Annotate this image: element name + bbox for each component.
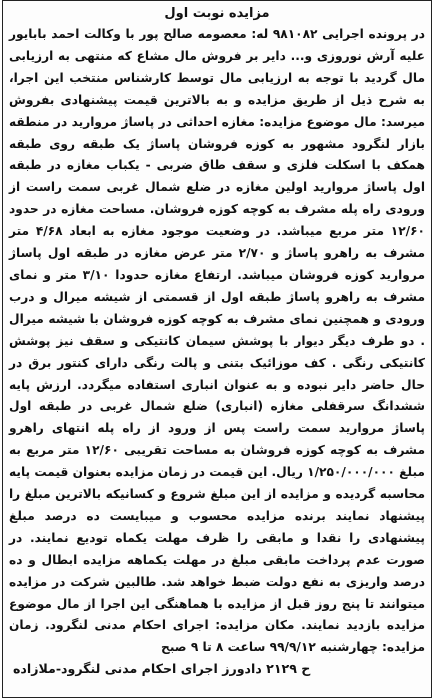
notice-body: در پرونده اجرایی ۹۸۱۰۸۲ له: معصومه صالح پور با وکالت احمد بابایور علیه آرش نوروزی و... دایر بر فروش مال مشاع که منتهی به ارزیابی مال گردید با توجه به ارزیابی مال توسط کارشناس منتخب این اجرا، به شرح ذیل از طریق مزایده و به بالاترین قیمت پیشنهادی بفروش میرسد: مال موضوع مزایده: مغازه احداثی در پاساژ مروارید در منطقه بازار لنگرود مشهور به کوزه فروشان پاساژ یک طبقه روی طبقه همکف با اسکلت فلزی و سقف طاق ضربی - یکباب مغازه در طبقه اول پاساژ مروارید اولین مغازه در ضلع شمال غربی سمت راست از ورودی راه پله مشرف به کوچه کوزه فروشان. مساحت مغازه در حدود ۱۲/۶۰ متر مربع میباشد. در وضعیت موجود مغازه به ابعاد ۴/۶۸ متر مشرف به راهرو پاساژ و ۲/۷۰ متر عرض مغازه در طبقه اول پاساژ مروارید کوزه فروشان میباشد. ارتفاع مغازه حدودا ۳/۱۰ متر و نمای مشرف به راهرو پاساژ طبقه اول از قسمتی از شیشه میرال و درب ورودی و همچنین نمای مشرف به کوچه کوزه فروشان با شیشه میرال . دو طرف دیگر دیوار با پوشش سیمان کانتیکی و سقف نیز پوشش کانتیکی رنگی . کف موزائیک بتنی و پالت رنگی دارای کنتور برق در حال حاضر دایر نبوده و به عنوان انباری استفاده میگردد. ارزش پایه ششدانگ سرقفلی مغازه (انباری) ضلع شمال غربی در طبقه اول پاساژ مروارید سمت راست پس از ورود از راه پله انتهای راهرو مشرف به کوچه کوزه فروشان به مساحت تقریبی ۱۲/۶۰ متر مربع به مبلغ ۱/۲۵۰/۰۰۰/۰۰۰ ریال. این قیمت در زمان مزایده بعنوان قیمت پایه محاسبه گردیده و مزایده از این مبلغ شروع و کسانیکه بالاترین مبلغ را پیشنهاد نمایند برنده مزایده محسوب و میبایست ده درصد مبلغ پیشنهادی را نقدا و مابقی را ظرف مهلت یکماه تودیع نمایند. در صورت عدم پرداخت مابقی مبلغ در مهلت یکماهه مزایده ابطال و ده درصد واریزی به نفع دولت ضبط خواهد شد. طالبین شرکت در مزایده میتوانند تا پنج روز قبل از مزایده با هماهنگی این اجرا از مال موضوع مزایده بازدید نمایند. مکان مزایده: اجرای احکام مدنی لنگرود. زمان مزایده: چهارشنبه ۹۹/۹/۱۲ ساعت ۸ تا ۹ صبح (9, 27, 425, 655)
auction-notice (2, 0, 432, 698)
notice-signature: ح ۲۱۲۹ دادورز اجرای احکام مدنی لنگرود-ملازاده (13, 661, 311, 677)
notice-title: مزایده نوبت اول (164, 6, 270, 21)
